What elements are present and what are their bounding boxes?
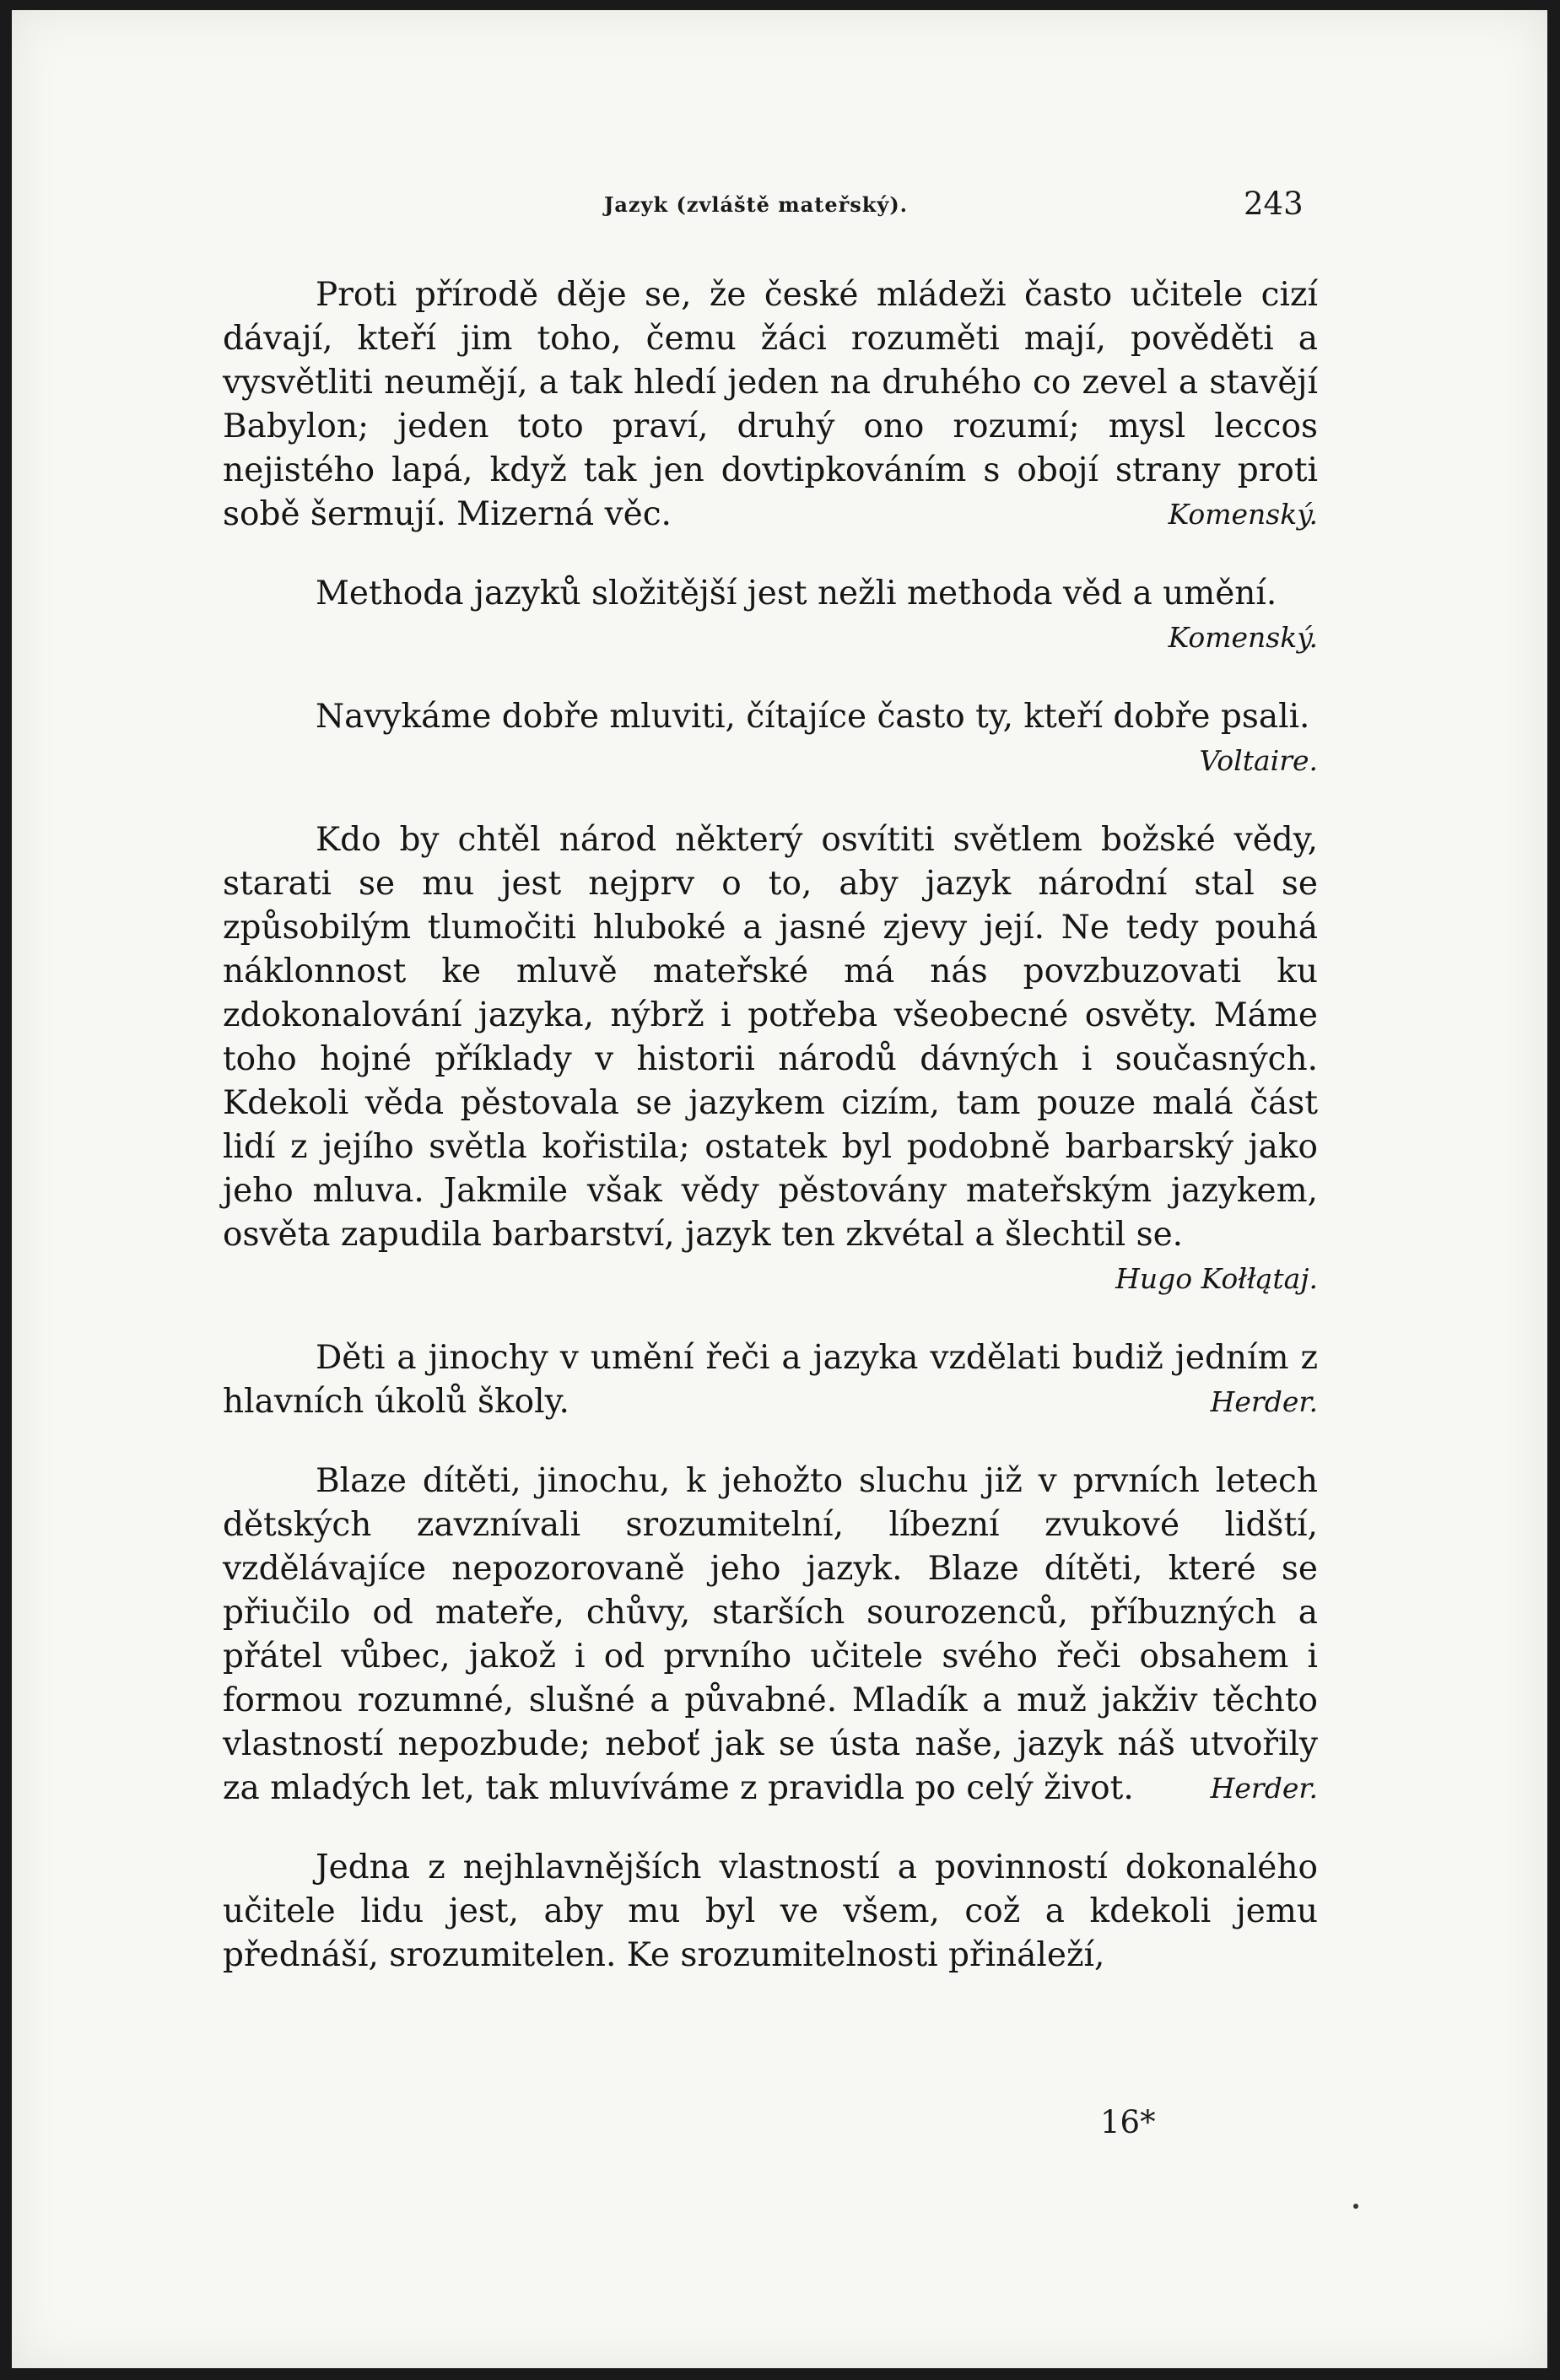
quote-block [223, 1336, 1318, 1424]
quote-text: Blaze dítěti, jinochu, k jehožto sluchu již v prvních letech dětských zavznívali srozumitelní, líbezní zvukové lidští, vzdělávajíce nepozorovaně jeho jazyk. Blaze dítěti, které se přiučilo od mateře, chůvy, starších sourozenců, příbuzných a přátel vůbec, jakož i od prvního učitele svého řeči obsahem i formou rozumné, slušné a půvabné. Mladík a muž jakživ těchto vlastností nepozbude; neboť jak se ústa naše, jazyk náš utvořily za mladých let, tak mluvíváme z pravidla po celý život. [223, 1462, 1318, 1807]
quote-text: Kdo by chtěl národ některý osvítiti světlem božské vědy, starati se mu jest nejprv o to, aby jazyk národní stal se způsobilým tlumočiti hluboké a jasné zjevy její. Ne tedy pouhá náklonnost ke mluvě mateřské má nás povzbuzovati ku zdokonalování jazyka, nýbrž i potřeba všeobecné osvěty. Máme toho hojné příklady v historii národů dávných i současných. Kdekoli věda pěstovala se jazykem cizím, tam pouze malá část lidí z jejího světla kořistila; ostatek byl podobně barbarský jako jeho mluva. Jakmile však vědy pěstovány mateřským jazykem, osvěta zapudila barbarství, jazyk ten zkvétal a šlechtil se. [223, 821, 1318, 1254]
quote-text: Proti přírodě děje se, že české mládeži často učitele cizí dávají, kteří jim toho, čemu žáci rozuměti mají, pověděti a vysvětliti neumějí, a tak hledí jeden na druhého co zevel a stavějí Babylon; jeden toto praví, druhý ono rozumí; mysl leccos nejistého lapá, když tak jen dovtipkováním s obojí strany proti sobě šermují. Mizerná věc. [223, 276, 1318, 533]
quote-author: Komenský. [1168, 621, 1318, 654]
quote-text: Navykáme dobře mluviti, čítajíce často ty, kteří dobře psali. [316, 698, 1310, 736]
quote-block [223, 818, 1318, 1301]
quote-author: Hugo Kołłątaj. [1115, 1262, 1318, 1295]
quote-block [223, 695, 1318, 783]
quote-author: Herder. [1210, 1385, 1318, 1418]
quote-author: Herder. [1210, 1772, 1318, 1805]
quote-author: Voltaire. [1199, 744, 1318, 777]
quote-author: Komenský. [1168, 498, 1318, 531]
signature-mark: 16* [1100, 2104, 1156, 2140]
quote-block [223, 1460, 1318, 1811]
page-body [223, 273, 1318, 1978]
paper-speck [1353, 2204, 1358, 2209]
page-number: 243 [1244, 186, 1304, 222]
running-head [12, 186, 1547, 228]
continuing-paragraph: Jedna z nejhlavnějších vlastností a povinností dokonalého učitele lidu jest, aby mu byl ve všem, což a kdekoli jemu přednáší, srozumitelen. Ke srozumitelnosti přináleží, [223, 1848, 1318, 1974]
quote-block [223, 572, 1318, 660]
quote-text: Methoda jazyků složitější jest nežli methoda věd a umění. [316, 575, 1277, 613]
quote-block [223, 273, 1318, 537]
running-head-title: Jazyk (zvláště mateřský). [604, 192, 909, 217]
quote-text: Děti a jinochy v umění řeči a jazyka vzdělati budiž jedním z hlavních úkolů školy. [223, 1339, 1318, 1421]
book-page [12, 10, 1547, 2368]
